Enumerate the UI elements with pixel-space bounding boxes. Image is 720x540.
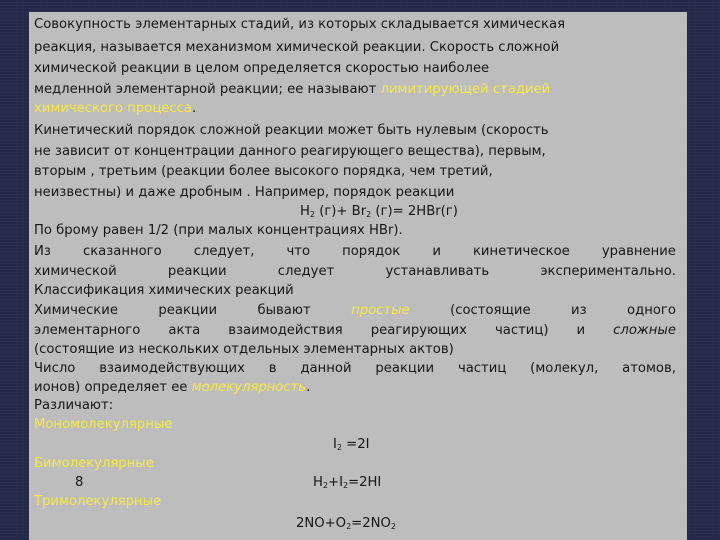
- word: Химические: [34, 303, 118, 318]
- word: реагирующих: [370, 323, 467, 338]
- justified-line: [34, 321, 676, 340]
- justified-line: [34, 301, 676, 320]
- text-line: реакция, называется механизмом химической реакции. Скорость сложной: [34, 40, 560, 55]
- mono-equation: [333, 435, 370, 457]
- text-line: неизвестны) и даже дробным . Например, порядок реакции: [34, 185, 455, 200]
- word: взаимодействующих: [99, 361, 245, 376]
- text-line: Классификация химических реакций: [34, 283, 294, 298]
- eq-subscript: 2: [366, 210, 372, 219]
- eq-subscript: 2: [342, 481, 349, 490]
- word: сказанного: [82, 244, 162, 259]
- word: атомов,: [622, 361, 676, 376]
- word: бывают: [257, 303, 311, 318]
- word: одного: [627, 303, 676, 318]
- text-span: .: [192, 101, 197, 116]
- word: что: [286, 244, 311, 259]
- word: следует: [277, 264, 335, 279]
- word: реакции: [167, 264, 227, 279]
- bi-number: 8: [75, 475, 84, 490]
- word: химической: [34, 264, 117, 279]
- word: кинетическое: [472, 244, 570, 259]
- text-line: [34, 99, 196, 118]
- text-line: Кинетический порядок сложной реакции может быть нулевым (скорость: [34, 123, 549, 138]
- word: устанавливать: [385, 264, 490, 279]
- word: реакции: [158, 303, 218, 318]
- word: экспериментально.: [540, 264, 676, 279]
- eq-subscript: 2: [322, 481, 329, 490]
- eq-part: =2HI: [348, 475, 382, 490]
- word: Число: [34, 361, 76, 376]
- text-span: ионов) определяет ее: [34, 380, 192, 395]
- word: уравнение: [601, 244, 676, 259]
- text-line: [34, 378, 310, 397]
- word: (молекул,: [530, 361, 599, 376]
- text-line: вторым , третьим (реакции более высокого порядка, чем третий,: [34, 164, 493, 179]
- word: и: [576, 323, 586, 338]
- eq-subscript: 2: [336, 443, 342, 452]
- highlight-term: химического процесса: [34, 101, 193, 116]
- highlight-term: лимитирующей стадией: [380, 82, 551, 97]
- eq-part: =2I: [341, 437, 370, 452]
- eq-part: I: [333, 437, 337, 452]
- mono-label: Мономолекулярные: [34, 417, 173, 432]
- eq-part: (г)= 2HBr(г): [371, 204, 458, 219]
- eq-part: +I: [328, 475, 343, 490]
- justified-line: [34, 359, 676, 378]
- word: элементарного: [34, 323, 141, 338]
- bi-equation: [313, 473, 381, 495]
- eq-part: (г)+ Br: [315, 204, 367, 219]
- tri-label: Тримолекулярные: [34, 494, 162, 509]
- eq-part: H: [313, 475, 323, 490]
- eq-part: =2NO: [351, 516, 391, 531]
- word: частиц: [457, 361, 507, 376]
- text-line: Различают:: [34, 398, 114, 413]
- eq-subscript: 2: [390, 522, 396, 531]
- justified-line: [34, 242, 676, 261]
- highlight-term: простые: [351, 303, 410, 318]
- text-span: медленной элементарной реакции; ее называют: [34, 82, 381, 97]
- eq-subscript: 2: [346, 522, 352, 531]
- text-line: химической реакции в целом определяется скоростью наиболее: [34, 61, 490, 76]
- word: следует,: [193, 244, 255, 259]
- italic-term: сложные: [613, 323, 676, 338]
- eq-part: 2NO+O: [296, 516, 347, 531]
- text-span: .: [306, 380, 311, 395]
- text-line: не зависит от концентрации данного реагирующего вещества), первым,: [34, 144, 546, 159]
- text-line: По брому равен 1/2 (при малых концентрациях HBr).: [34, 223, 403, 238]
- justified-line: [34, 262, 676, 281]
- text-line: Совокупность элементарных стадий, из которых складывается химическая: [34, 17, 566, 32]
- text-line: (состоящие из нескольких отдельных элементарных актов): [34, 342, 454, 357]
- word: (состоящие: [450, 303, 531, 318]
- word: из: [571, 303, 587, 318]
- word: Из: [34, 244, 51, 259]
- word: взаимодействия: [228, 323, 343, 338]
- eq-subscript: 2: [309, 210, 316, 219]
- word: акта: [168, 323, 201, 338]
- word: данной: [300, 361, 352, 376]
- text-line: [34, 80, 550, 99]
- eq-part: H: [300, 204, 310, 219]
- word: в: [268, 361, 277, 376]
- word: и: [432, 244, 441, 259]
- word: частиц): [494, 323, 549, 338]
- word: реакции: [375, 361, 435, 376]
- word: порядок: [342, 244, 401, 259]
- highlight-term: молекулярность: [191, 380, 307, 395]
- tri-equation: [296, 514, 396, 536]
- bi-label: Бимолекулярные: [34, 456, 154, 471]
